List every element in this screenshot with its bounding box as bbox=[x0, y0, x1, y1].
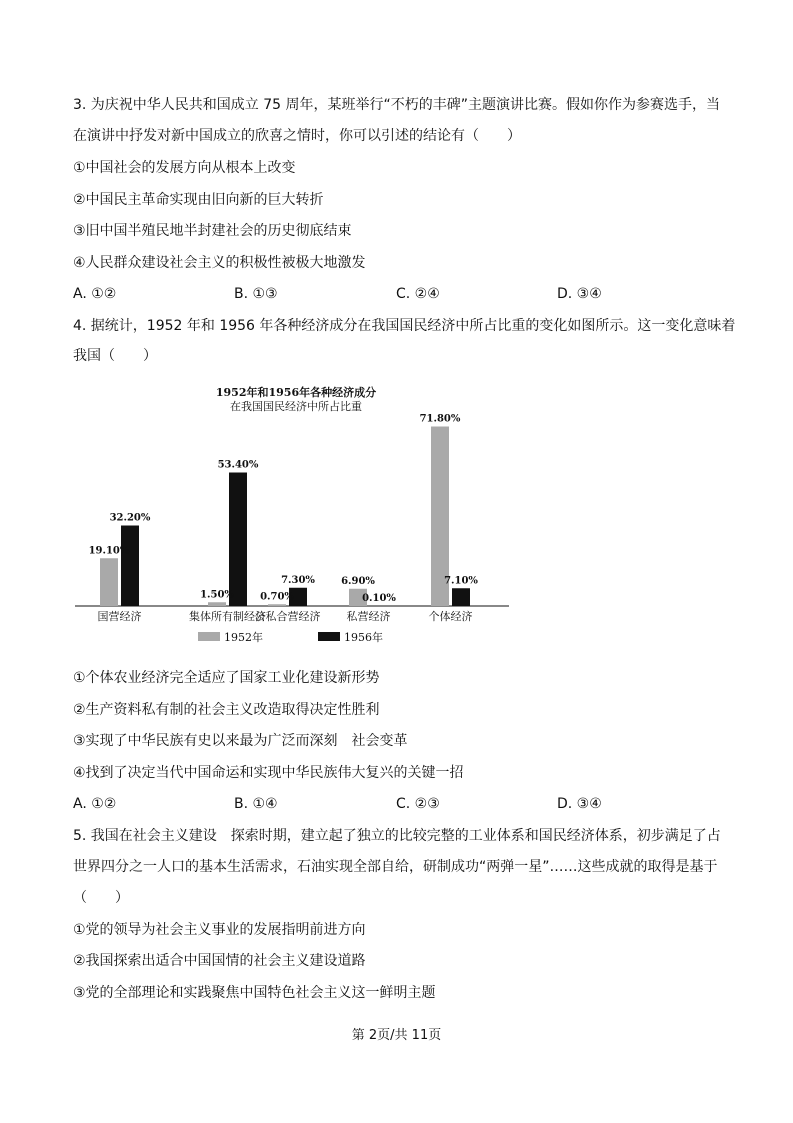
bar-label-1952-3: 6.90% bbox=[341, 575, 375, 587]
q4-item-3: ③实现了中华民族有史以来最为广泛而深刻 社会变革 bbox=[73, 733, 408, 749]
legend-swatch-1952 bbox=[198, 632, 220, 641]
bar-1952-1 bbox=[208, 602, 226, 606]
q4-item-1: ①个体农业经济完全适应了国家工业化建设新形势 bbox=[73, 670, 380, 686]
bar-label-1956-3: 0.10% bbox=[362, 592, 396, 604]
bar-1952-2 bbox=[268, 604, 286, 606]
q4-option-a[interactable]: A. ①② bbox=[73, 796, 117, 812]
q4-item-2: ②生产资料私有制的社会主义改造取得决定性胜利 bbox=[73, 702, 380, 718]
page-footer: 第 2页/共 11页 bbox=[351, 1028, 442, 1043]
q3-option-a[interactable]: A. ①② bbox=[73, 286, 117, 302]
chart-category-labels bbox=[98, 609, 473, 623]
bar-label-1956-1: 53.40% bbox=[217, 459, 259, 471]
q3-option-d[interactable]: D. ③④ bbox=[557, 286, 602, 302]
q5-stem-line3: （ ） bbox=[73, 890, 129, 906]
chart-title: 1952年和1956年各种经济成分 bbox=[215, 386, 377, 399]
category-label-3: 私营经济 bbox=[346, 610, 391, 623]
bar-label-1956-2: 7.30% bbox=[281, 574, 315, 586]
q3-item-1: ①中国社会的发展方向从根本上改变 bbox=[73, 160, 296, 176]
q3-item-3: ③旧中国半殖民地半封建社会的历史彻底结束 bbox=[73, 223, 352, 239]
q3-item-2: ②中国民主革命实现由旧向新的巨大转折 bbox=[73, 192, 324, 208]
q4-option-d[interactable]: D. ③④ bbox=[557, 796, 602, 812]
q5-item-3: ③党的全部理论和实践聚焦中国特色社会主义这一鲜明主题 bbox=[73, 985, 436, 1001]
q4-stem-line1: 4. 据统计，1952 年和 1956 年各种经济成分在我国国民经济中所占比重的变化如图所示。这一变化意味着 bbox=[73, 318, 736, 334]
bar-1956-3 bbox=[370, 606, 388, 607]
bar-label-1956-4: 7.10% bbox=[444, 575, 478, 587]
q5-item-1: ①党的领导为社会主义事业的发展指明前进方向 bbox=[73, 922, 366, 938]
category-label-1: 集体所有制经济 bbox=[189, 610, 266, 623]
category-label-2: 公私合营经济 bbox=[254, 610, 321, 623]
q5-stem-line1: 5. 我国在社会主义建设 探索时期，建立起了独立的比较完整的工业体系和国民经济体系，初步满足了占 bbox=[73, 828, 721, 844]
bar-label-1952-0: 19.10% bbox=[88, 545, 130, 557]
chart-subtitle: 在我国国民经济中所占比重 bbox=[230, 400, 362, 413]
q3-option-b[interactable]: B. ①③ bbox=[234, 286, 278, 302]
category-label-4: 个体经济 bbox=[428, 610, 473, 623]
bar-1952-0 bbox=[100, 558, 118, 606]
q4-option-c[interactable]: C. ②③ bbox=[396, 796, 440, 812]
bar-label-1956-0: 32.20% bbox=[109, 512, 151, 524]
category-label-0: 国营经济 bbox=[97, 610, 142, 623]
q4-item-4: ④找到了决定当代中国命运和实现中华民族伟大复兴的关键一招 bbox=[73, 765, 464, 781]
bar-1956-4 bbox=[452, 588, 470, 606]
q3-stem-line2: 在演讲中抒发对新中国成立的欣喜之情时，你可以引述的结论有（ ） bbox=[73, 128, 521, 144]
q3-item-4: ④人民群众建设社会主义的积极性被极大地激发 bbox=[73, 255, 366, 271]
q4-option-b[interactable]: B. ①④ bbox=[234, 796, 278, 812]
legend-label-1952: 1952年 bbox=[224, 631, 263, 644]
q5-stem-line2: 世界四分之一人口的基本生活需求，石油实现全部自给，研制成功“两弹一星”……这些成就的取得是基于 bbox=[73, 859, 718, 875]
q3-stem-line1: 3. 为庆祝中华人民共和国成立 75 周年，某班举行“不朽的丰碑”主题演讲比赛。假如你作为参赛选手，当 bbox=[73, 97, 721, 113]
bar-1956-1 bbox=[229, 473, 247, 607]
bar-label-1952-1: 1.50% bbox=[200, 589, 234, 601]
chart-legend bbox=[198, 630, 383, 644]
q5-item-2: ②我国探索出适合中国国情的社会主义建设道路 bbox=[73, 953, 366, 969]
q3-option-c[interactable]: C. ②④ bbox=[396, 286, 440, 302]
chart-bar-labels bbox=[89, 414, 479, 604]
economy-share-chart bbox=[73, 378, 513, 650]
q4-stem-line2: 我国（ ） bbox=[73, 348, 157, 364]
bar-label-1952-2: 0.70% bbox=[260, 591, 294, 603]
bar-1956-0 bbox=[121, 526, 139, 607]
bar-label-1952-4: 71.80% bbox=[419, 413, 461, 425]
legend-label-1956: 1956年 bbox=[344, 631, 383, 644]
legend-swatch-1956 bbox=[318, 632, 340, 641]
